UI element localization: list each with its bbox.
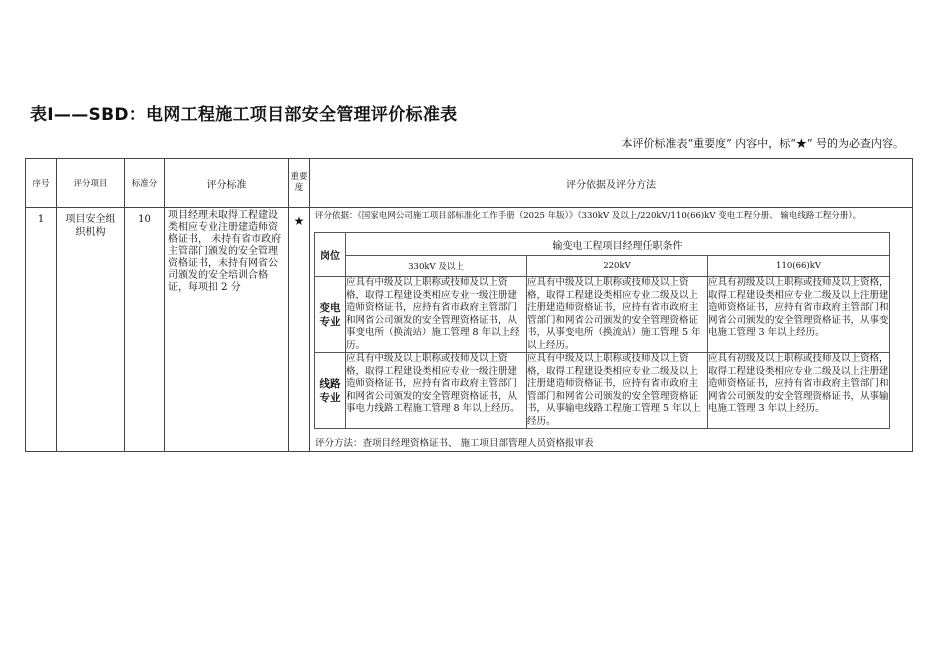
requirement-cell: 应具有中级及以上职称或技师及以上资格，取得工程建设类相应专业二级及以上注册建造师资格证书，应持有省市政府主管部门和网省公司颁发的安全管理资格证书，从事变电所（换流站）施工管理 5 年以上经历。 bbox=[527, 277, 708, 353]
table-row bbox=[315, 353, 890, 429]
star-icon: ★ bbox=[289, 208, 310, 452]
col-header-seq: 序号 bbox=[26, 159, 57, 208]
basis-text: 评分依据：《国家电网公司施工项目部标准化工作手册（2025 年版）》（330kV 及以上/220kV/110(66)kV 变电工程分册、 输电线路工程分册）。 bbox=[315, 211, 862, 221]
row-score: 10 bbox=[125, 208, 165, 452]
col-header-score: 标准分 bbox=[125, 159, 165, 208]
voltage-header-110kv: 110(66)kV bbox=[708, 256, 890, 277]
basis-cell bbox=[310, 208, 913, 452]
requirement-cell: 应具有初级及以上职称或技师及以上资格，取得工程建设类相应专业二级及以上注册建造师资格证书，应持有省市政府主管部门和网省公司颁发的安全管理资格证书，从事变电施工管理 3 年以上经历。 bbox=[708, 277, 890, 353]
importance-note: 本评价标准表“重要度” 内容中，标“★” 号的为必查内容。 bbox=[621, 137, 904, 150]
row-standard: 项目经理未取得工程建设类相应专业注册建造师资格证书， 未持有省市政府主管部门颁发的安全管理资格证书，未持有网省公司颁发的安全培训合格证，每项扣 2 分 bbox=[165, 208, 289, 452]
qualification-table bbox=[314, 232, 890, 429]
evaluation-table bbox=[25, 158, 913, 452]
voltage-header-220kv: 220kV bbox=[527, 256, 708, 277]
requirement-cell: 应具有中级及以上职称或技师及以上资格，取得工程建设类相应专业一级注册建造师资格证书，应持有省市政府主管部门和网省公司颁发的安全管理资格证书，从事变电所（换流站）施工管理 8 年以上经历。 bbox=[346, 277, 527, 353]
method-text: 评分方法：查项目经理资格证书、 施工项目部管理人员资格报审表 bbox=[315, 438, 594, 449]
table-row bbox=[315, 277, 890, 353]
specialty-line: 线路专业 bbox=[315, 353, 346, 429]
col-header-importance: 重要度 bbox=[289, 159, 310, 208]
requirement-cell: 应具有初级及以上职称或技师及以上资格，取得工程建设类相应专业二级及以上注册建造师资格证书，应持有省市政府主管部门和网省公司颁发的安全管理资格证书，从事输电施工管理 3 年以上经历。 bbox=[708, 353, 890, 429]
header-row bbox=[26, 159, 913, 208]
conditions-header: 输变电工程项目经理任职条件 bbox=[346, 233, 890, 256]
position-header: 岗位 bbox=[315, 233, 346, 277]
row-seq: 1 bbox=[26, 208, 57, 452]
requirement-cell: 应具有中级及以上职称或技师及以上资格，取得工程建设类相应专业二级及以上注册建造师资格证书，应持有省市政府主管部门和网省公司颁发的安全管理资格证书，从事输电线路工程施工管理 5 年以上经历。 bbox=[527, 353, 708, 429]
row-item: 项目安全组织机构 bbox=[57, 208, 125, 452]
requirement-cell: 应具有中级及以上职称或技师及以上资格，取得工程建设类相应专业一级注册建造师资格证书，应持有省市政府主管部门和网省公司颁发的安全管理资格证书，从事电力线路工程施工管理 8 年以上经历。 bbox=[346, 353, 527, 429]
page-title: 表Ⅰ——SBD：电网工程施工项目部安全管理评价标准表 bbox=[30, 105, 458, 125]
specialty-substation: 变电专业 bbox=[315, 277, 346, 353]
table-row bbox=[26, 208, 913, 452]
col-header-standard: 评分标准 bbox=[165, 159, 289, 208]
col-header-basis: 评分依据及评分方法 bbox=[310, 159, 913, 208]
voltage-header-330kv: 330kV 及以上 bbox=[346, 256, 527, 277]
col-header-item: 评分项目 bbox=[57, 159, 125, 208]
